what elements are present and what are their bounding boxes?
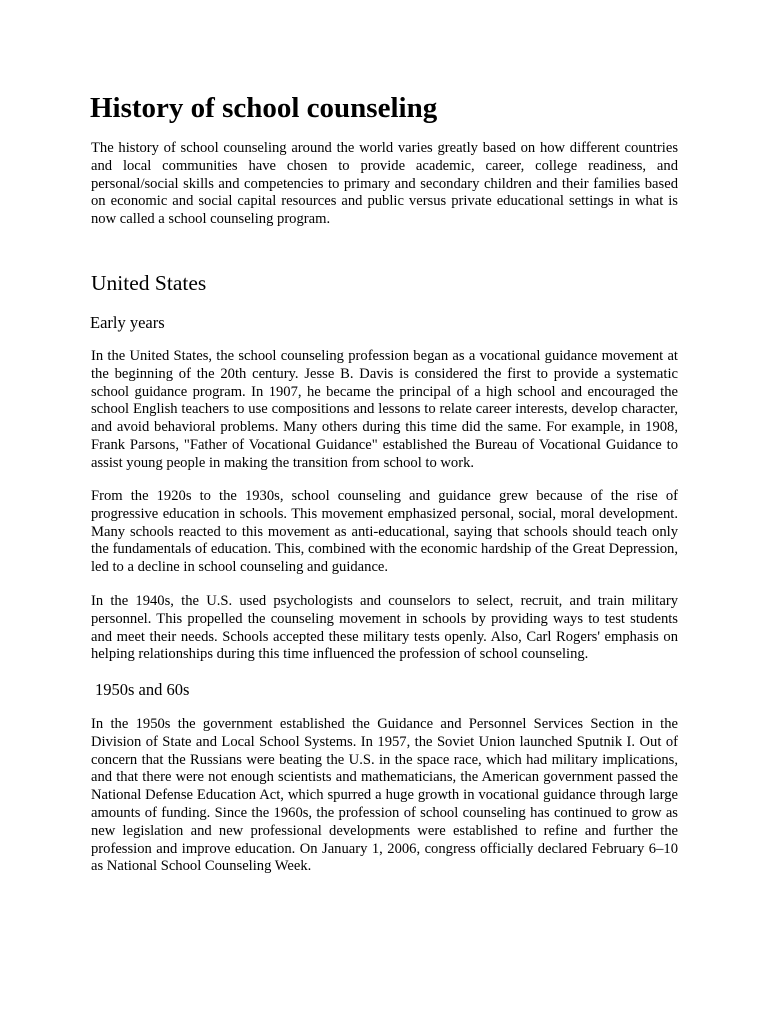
paragraph-early-years-1: In the United States, the school counseling profession began as a vocational guidance movement at the beginning of the 20th century. Jesse B. Davis is considered the first to provide a systematic school guidance program. In 1907, he became the principal of a high school and encouraged the school English teachers to use compositions and lessons to relate career interests, develop character, and avoid behavioral problems. Many others during this time did the same. For example, in 1908, Frank Parsons, "Father of Vocational Guidance" established the Bureau of Vocational Guidance to assist young people in making the transition from school to work. <box>91 348 678 471</box>
page-title: History of school counseling <box>90 92 438 124</box>
section-heading-united-states: United States <box>91 271 207 295</box>
subsection-heading-1950s-60s: 1950s and 60s <box>95 680 190 699</box>
paragraph-1950s-60s-1: In the 1950s the government established the Guidance and Personnel Services Section in the Division of State and Local School Systems. In 1957, the Soviet Union launched Sputnik I. Out of concern that the Russians were beating the U.S. in the space race, which had military implications, and that there were not enough scientists and mathematicians, the American government passed the National Defense Education Act, which spurred a huge growth in vocational guidance through large amounts of funding. Since the 1960s, the profession of school counseling has continued to grow as new legislation and new professional developments were established to refine and further the profession and improve education. On January 1, 2006, congress officially declared February 6–10 as National School Counseling Week. <box>91 716 678 875</box>
subsection-heading-early-years: Early years <box>90 313 165 332</box>
intro-paragraph: The history of school counseling around the world varies greatly based on how different countries and local communities have chosen to provide academic, career, college readiness, and personal/social skills and competencies to primary and secondary children and their families based on economic and social capital resources and public versus private educational settings in what is now called a school counseling program. <box>91 140 678 228</box>
paragraph-early-years-3: In the 1940s, the U.S. used psychologists and counselors to select, recruit, and train military personnel. This propelled the counseling movement in schools by providing ways to test students and meet their needs. Schools accepted these military tests openly. Also, Carl Rogers' emphasis on helping relationships during this time influenced the profession of school counseling. <box>91 593 678 663</box>
paragraph-early-years-2: From the 1920s to the 1930s, school counseling and guidance grew because of the rise of progressive education in schools. This movement emphasized personal, social, moral development. Many schools reacted to this movement as anti-educational, saying that schools should teach only the fundamentals of education. This, combined with the economic hardship of the Great Depression, led to a decline in school counseling and guidance. <box>91 488 678 576</box>
